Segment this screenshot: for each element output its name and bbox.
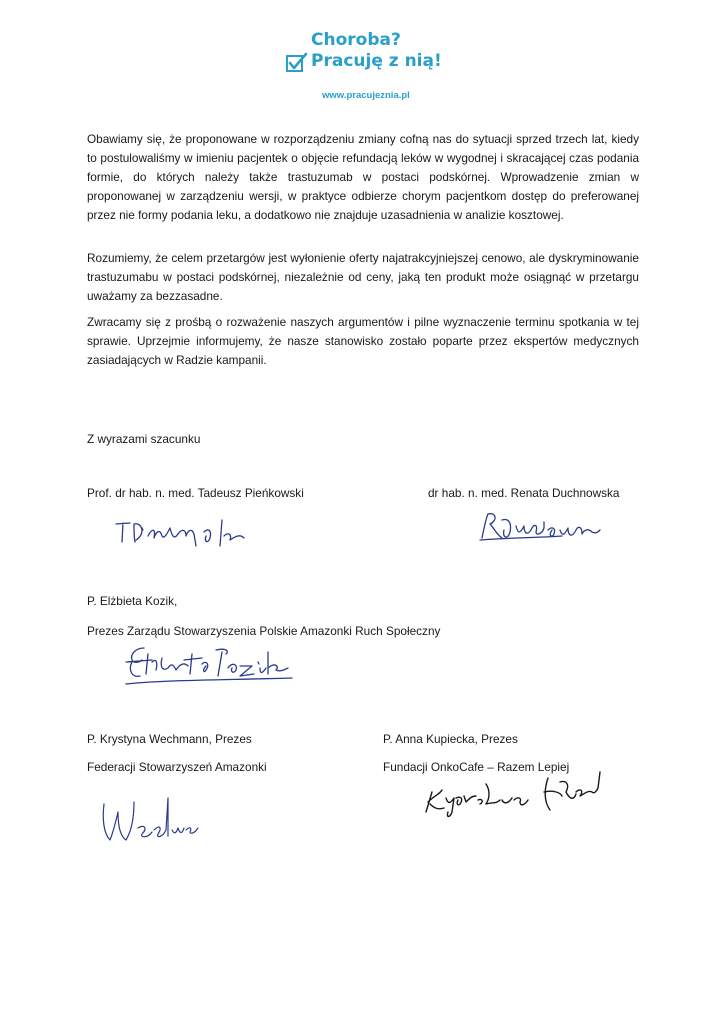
logo-line2: Pracuję z nią! xyxy=(311,51,442,71)
checkbox-icon xyxy=(285,51,309,75)
paragraph-1: Obawiamy się, że proponowane w rozporządzeniu zmiany cofną nas do sytuacji sprzed trzech lat, kiedy to postulowaliśmy w imieniu pacjentek o objęcie refundacją leków w wygodnej i skracającej czas podania formie, do których należy także trastuzumab w postaci podskórnej. Wprowadzenie zmian w proponowanej w zarządzeniu wersji, w praktyce odbierze chorym pacjentkom dostęp do preferowanej przez nie formy podania leku, a dodatkowo nie znajduje uzasadnienia w analizie kosztowej. xyxy=(87,132,639,222)
signature-wechmann xyxy=(96,790,206,852)
signatory-duchnowska: dr hab. n. med. Renata Duchnowska xyxy=(428,486,620,500)
closing: Z wyrazami szacunku xyxy=(87,432,201,446)
logo-url: www.pracujeznia.pl xyxy=(322,90,410,101)
signatory-wechmann-org: Federacji Stowarzyszeń Amazonki xyxy=(87,760,267,774)
signature-kupiecka xyxy=(420,762,612,824)
signatory-pienkowski: Prof. dr hab. n. med. Tadeusz Pieńkowski xyxy=(87,486,304,500)
logo xyxy=(285,30,485,110)
signature-kozik xyxy=(122,640,302,686)
paragraph-3: Zwracamy się z prośbą o rozważenie naszych argumentów i pilne wyznaczenie terminu spotkania w tej sprawie. Uprzejmie informujemy, że nasze stanowisko zostało poparte przez ekspertów medycznych zasiadających w Radzie kampanii. xyxy=(87,315,639,367)
signatory-wechmann-name: P. Krystyna Wechmann, Prezes xyxy=(87,732,252,746)
signatory-kupiecka-name: P. Anna Kupiecka, Prezes xyxy=(383,732,518,746)
paragraph-2: Rozumiemy, że celem przetargów jest wyłonienie oferty najatrakcyjniejszej cenowo, ale dyskryminowanie trastuzumabu w postaci podskórnej, niezależnie od ceny, jaką ten produkt może osiągnąć w przetargu uważamy za bezzasadne. xyxy=(87,251,639,303)
signatory-kozik-name: P. Elżbieta Kozik, xyxy=(87,594,178,608)
signature-pienkowski xyxy=(112,506,257,554)
signatory-kupiecka-org: Fundacji OnkoCafe – Razem Lepiej xyxy=(383,760,570,774)
logo-line1: Choroba? xyxy=(311,30,401,50)
signature-duchnowska xyxy=(472,508,607,548)
signatory-kozik-role: Prezes Zarządu Stowarzyszenia Polskie Amazonki Ruch Społeczny xyxy=(87,624,441,638)
